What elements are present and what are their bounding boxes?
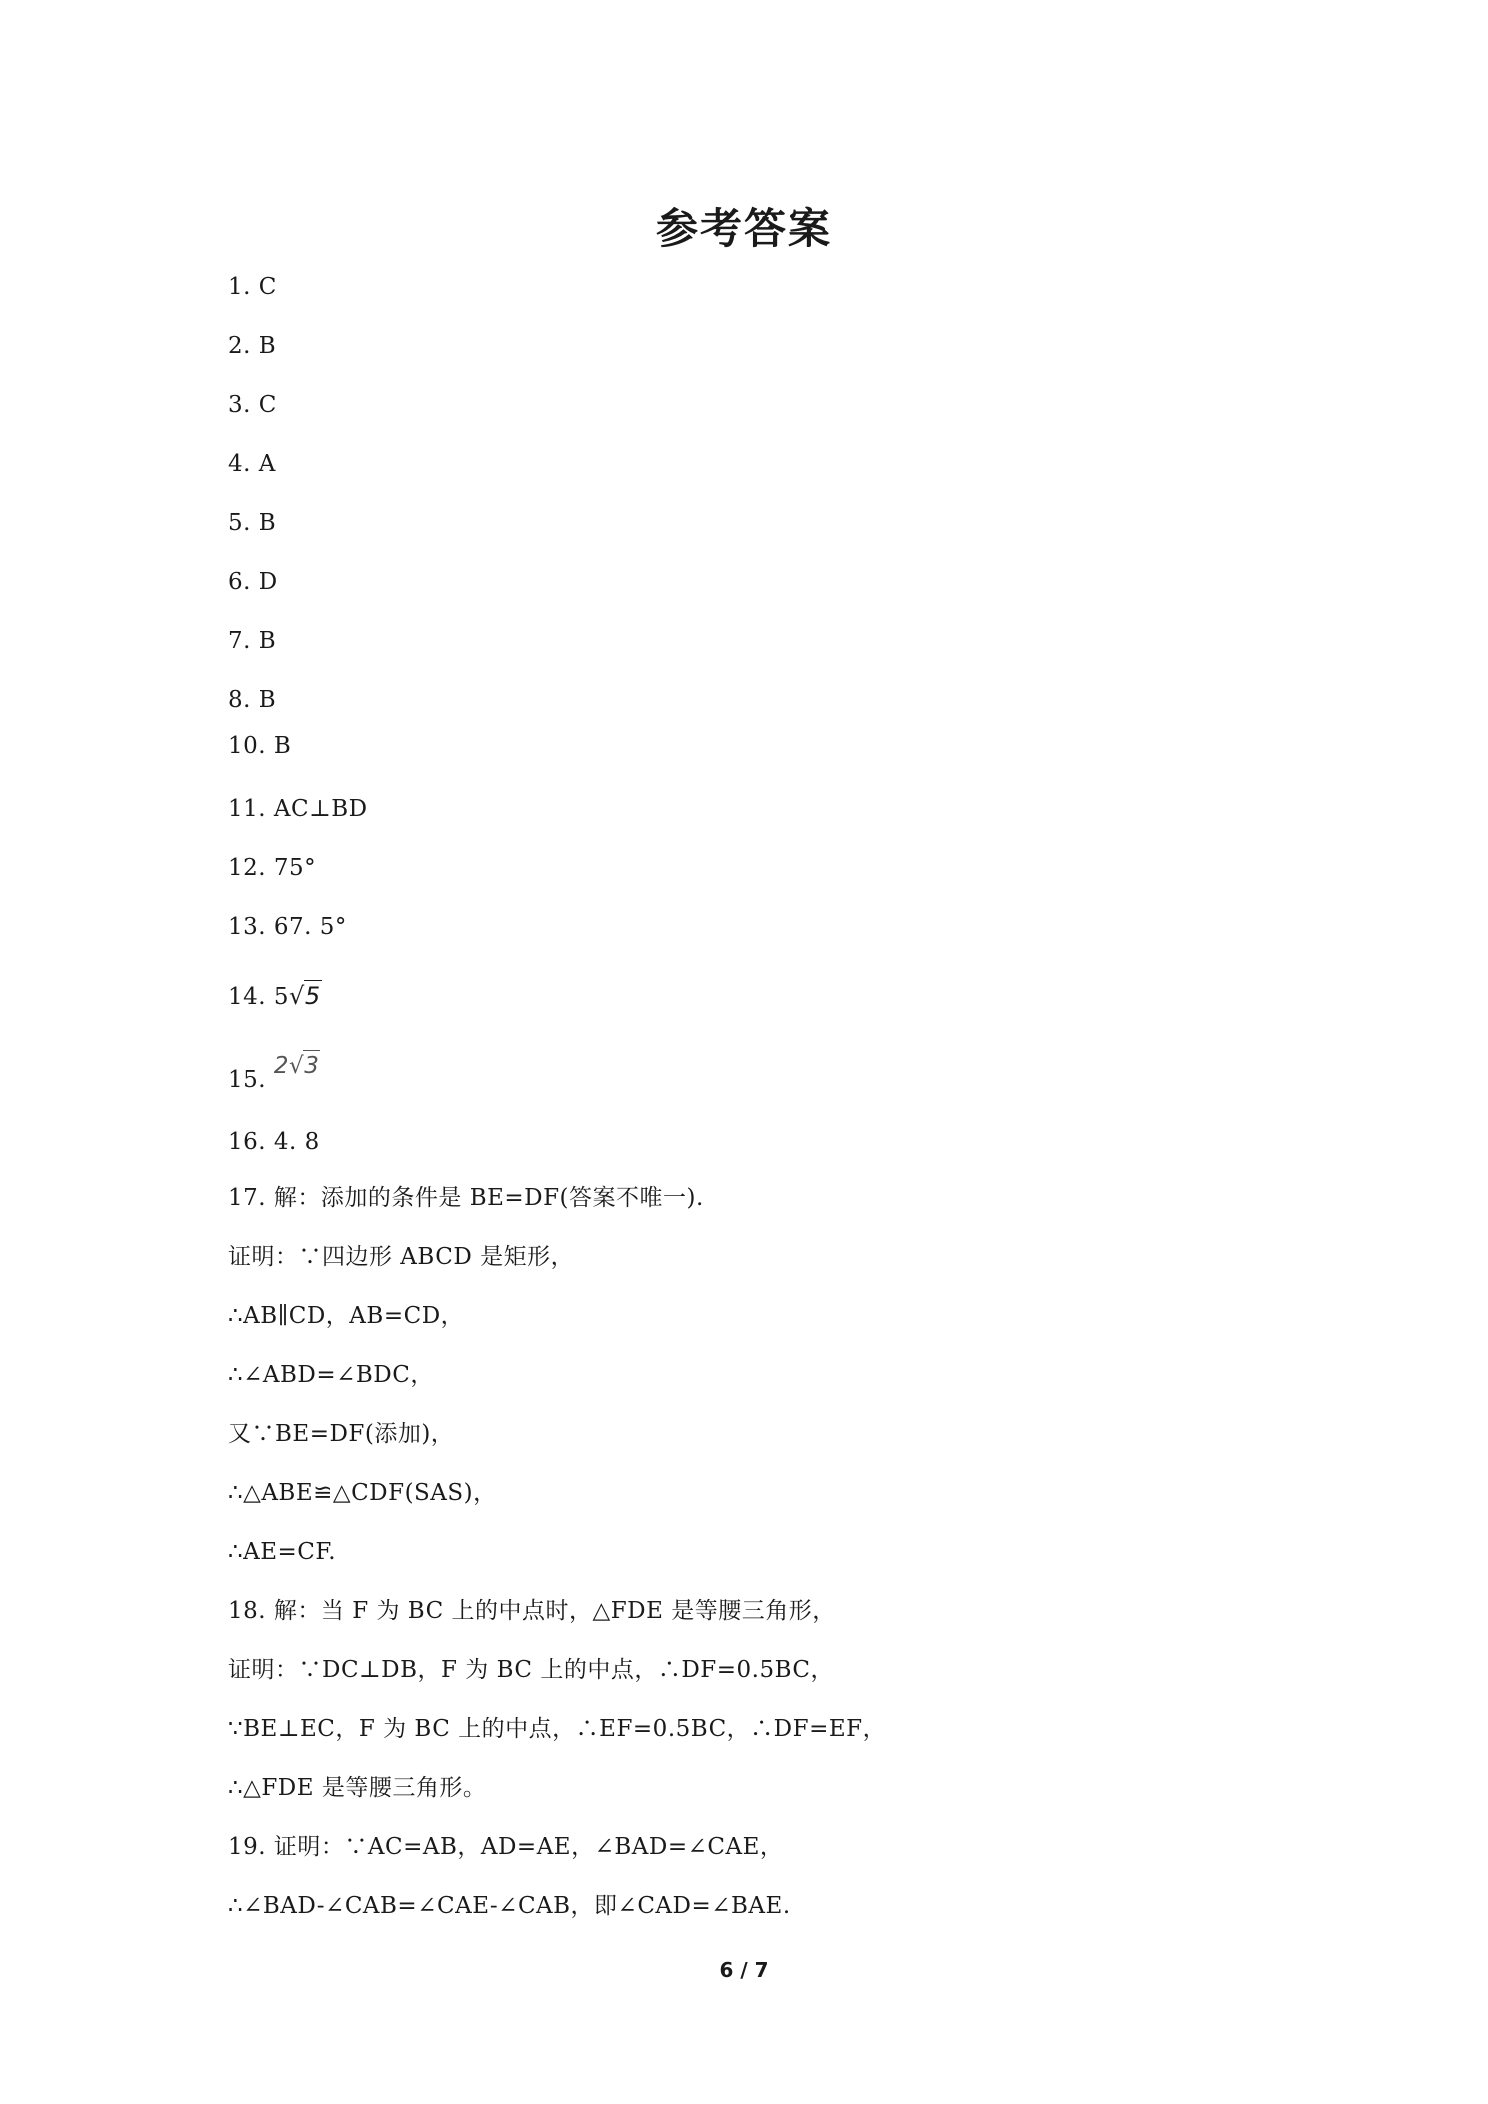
answer-15-prefix: 15. <box>228 1067 267 1093</box>
solution-line: 19. 证明：∵AC=AB，AD=AE，∠BAD=∠CAE， <box>228 1834 784 1860</box>
answer-3: 3. C <box>228 392 277 418</box>
answer-10: 10. B <box>228 733 292 759</box>
solution-line: ∵BE⊥EC，F 为 BC 上的中点，∴EF=0.5BC，∴DF=EF， <box>228 1716 887 1742</box>
answer-15-radicand: 3 <box>303 1050 320 1081</box>
answer-5: 5. B <box>228 510 277 536</box>
page-number: 6 / 7 <box>719 1958 769 1982</box>
answer-15-coef: 2 <box>273 1053 290 1079</box>
solution-line: ∴∠BAD-∠CAB=∠CAE-∠CAB，即∠CAD=∠BAE. <box>228 1893 791 1919</box>
solution-line: 证明：∵四边形 ABCD 是矩形， <box>228 1244 575 1270</box>
solution-line: ∴AB∥CD，AB=CD， <box>228 1303 465 1329</box>
answer-14-radicand: 5 <box>304 982 321 1010</box>
solution-line: ∴△ABE≌△CDF(SAS)， <box>228 1480 497 1506</box>
answer-13: 13. 67. 5° <box>228 914 347 940</box>
answer-16: 16. 4. 8 <box>228 1129 320 1155</box>
solution-line: ∴∠ABD=∠BDC， <box>228 1362 434 1388</box>
solution-line: 17. 解：添加的条件是 BE=DF(答案不唯一). <box>228 1185 704 1211</box>
page-title: 参考答案 <box>655 204 832 253</box>
solution-line: ∴AE=CF. <box>228 1539 337 1565</box>
answer-14-prefix: 14. 5 <box>228 984 290 1010</box>
answer-7: 7. B <box>228 628 277 654</box>
solution-line: 18. 解：当 F 为 BC 上的中点时，△FDE 是等腰三角形， <box>228 1598 836 1624</box>
solution-line: ∴△FDE 是等腰三角形。 <box>228 1775 487 1801</box>
answer-12: 12. 75° <box>228 855 317 881</box>
answer-2: 2. B <box>228 333 277 359</box>
answer-14 <box>228 980 322 1012</box>
answer-11: 11. AC⊥BD <box>228 796 368 822</box>
answer-8: 8. B <box>228 687 277 713</box>
answer-1: 1. C <box>228 274 277 300</box>
sqrt-symbol: √5 <box>289 982 321 1010</box>
answer-15 <box>228 1053 320 1095</box>
answer-6: 6. D <box>228 569 278 595</box>
answer-4: 4. A <box>228 451 276 477</box>
solution-line: 又∵BE=DF(添加)， <box>228 1421 455 1447</box>
answer-15-math-image: 2√3 <box>274 1050 320 1081</box>
solution-line: 证明：∵DC⊥DB，F 为 BC 上的中点，∴DF=0.5BC， <box>228 1657 835 1683</box>
